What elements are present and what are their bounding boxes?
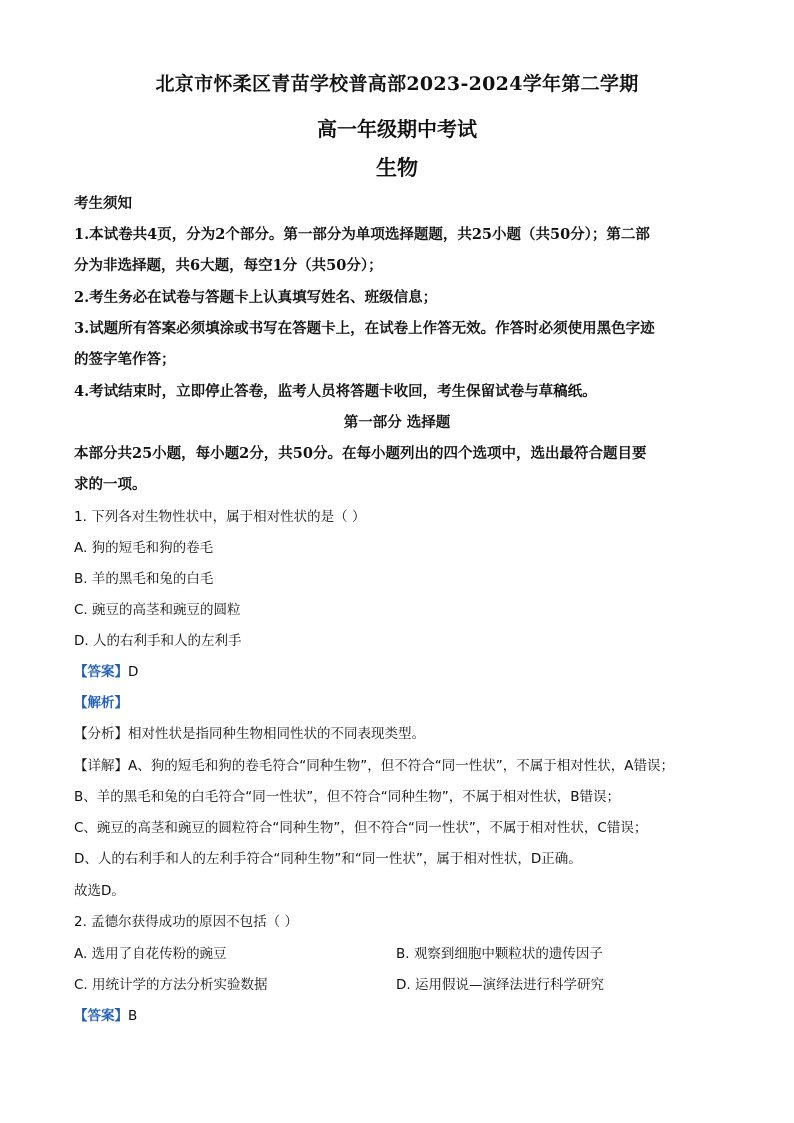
question-2-answer <box>74 1004 734 1024</box>
question-1-option-d: D. 人的右利手和人的左利手 <box>74 633 242 649</box>
notice-item-3-cont: 的签字笔作答； <box>74 351 176 368</box>
question-2-option-d: D. 运用假说—演绎法进行科学研究 <box>396 977 604 993</box>
detail-text-a: A、狗的短毛和狗的卷毛符合“同种生物”，但不符合“同一性状”，不属于相对性状，A错误； <box>128 758 674 774</box>
answer-value: D <box>128 664 139 680</box>
exam-title: 北京市怀柔区青苗学校普高部2023-2024学年第二学期 <box>155 73 639 95</box>
notice-item-4: 4.考试结束时，立即停止答卷，监考人员将答题卡收回，考生保留试卷与草稿纸。 <box>74 383 597 400</box>
question-1-answer <box>74 660 734 680</box>
question-2-option-a: A. 选用了自花传粉的豌豆 <box>74 946 227 962</box>
notice-item-1: 1.本试卷共4页，分为2个部分。第一部分为单项选择题题，共25小题（共50分）；第二部 <box>74 226 650 243</box>
detail-tag: 【详解】 <box>74 758 128 774</box>
fenxi-tag: 【分析】 <box>74 726 128 742</box>
section-description: 本部分共25小题，每小题2分，共50分。在每小题列出的四个选项中，选出最符合题目要 <box>74 445 647 462</box>
notice-heading: 考生须知 <box>74 195 132 212</box>
answer-tag: 【答案】 <box>74 1008 128 1024</box>
exam-subject-title: 生物 <box>376 155 418 180</box>
question-1-option-a: A. 狗的短毛和狗的卷毛 <box>74 540 214 556</box>
question-1-detail-d: D、人的右利手和人的左利手符合“同种生物”和“同一性状”，属于相对性状，D正确。 <box>74 851 582 867</box>
fenxi-text: 相对性状是指同种生物相同性状的不同表现类型。 <box>128 726 425 742</box>
question-1-stem: 1. 下列各对生物性状中，属于相对性状的是（ ） <box>74 509 366 525</box>
section-heading: 第一部分 选择题 <box>343 414 451 431</box>
notice-item-3: 3.试题所有答案必须填涂或书写在答题卡上，在试卷上作答无效。作答时必须使用黑色字迹 <box>74 320 655 337</box>
question-1-detail-a <box>74 754 734 774</box>
answer-value: B <box>128 1008 138 1024</box>
analysis-tag: 【解析】 <box>74 695 128 711</box>
question-2-option-c: C. 用统计学的方法分析实验数据 <box>74 977 268 993</box>
notice-item-2: 2.考生务必在试卷与答题卡上认真填写姓名、班级信息； <box>74 289 438 306</box>
question-1-conclusion: 故选D。 <box>74 883 125 899</box>
question-1-option-b: B. 羊的黑毛和兔的白毛 <box>74 571 214 587</box>
question-1-detail-b: B、羊的黑毛和兔的白毛符合“同一性状”，但不符合“同种生物”，不属于相对性状，B错误； <box>74 789 620 805</box>
section-description-cont: 求的一项。 <box>74 476 147 493</box>
exam-grade-title: 高一年级期中考试 <box>317 117 477 141</box>
question-1-fenxi <box>74 722 734 742</box>
question-2-stem: 2. 孟德尔获得成功的原因不包括（ ） <box>74 914 298 930</box>
question-1-option-c: C. 豌豆的高茎和豌豆的圆粒 <box>74 602 241 618</box>
question-1-analysis <box>74 691 734 711</box>
question-2-option-b: B. 观察到细胞中颗粒状的遗传因子 <box>396 946 603 962</box>
question-1-detail-c: C、豌豆的高茎和豌豆的圆粒符合“同种生物”，但不符合“同一性状”，不属于相对性状，C错误； <box>74 820 648 836</box>
answer-tag: 【答案】 <box>74 664 128 680</box>
notice-item-1-cont: 分为非选择题，共6大题，每空1分（共50分）； <box>74 257 383 274</box>
